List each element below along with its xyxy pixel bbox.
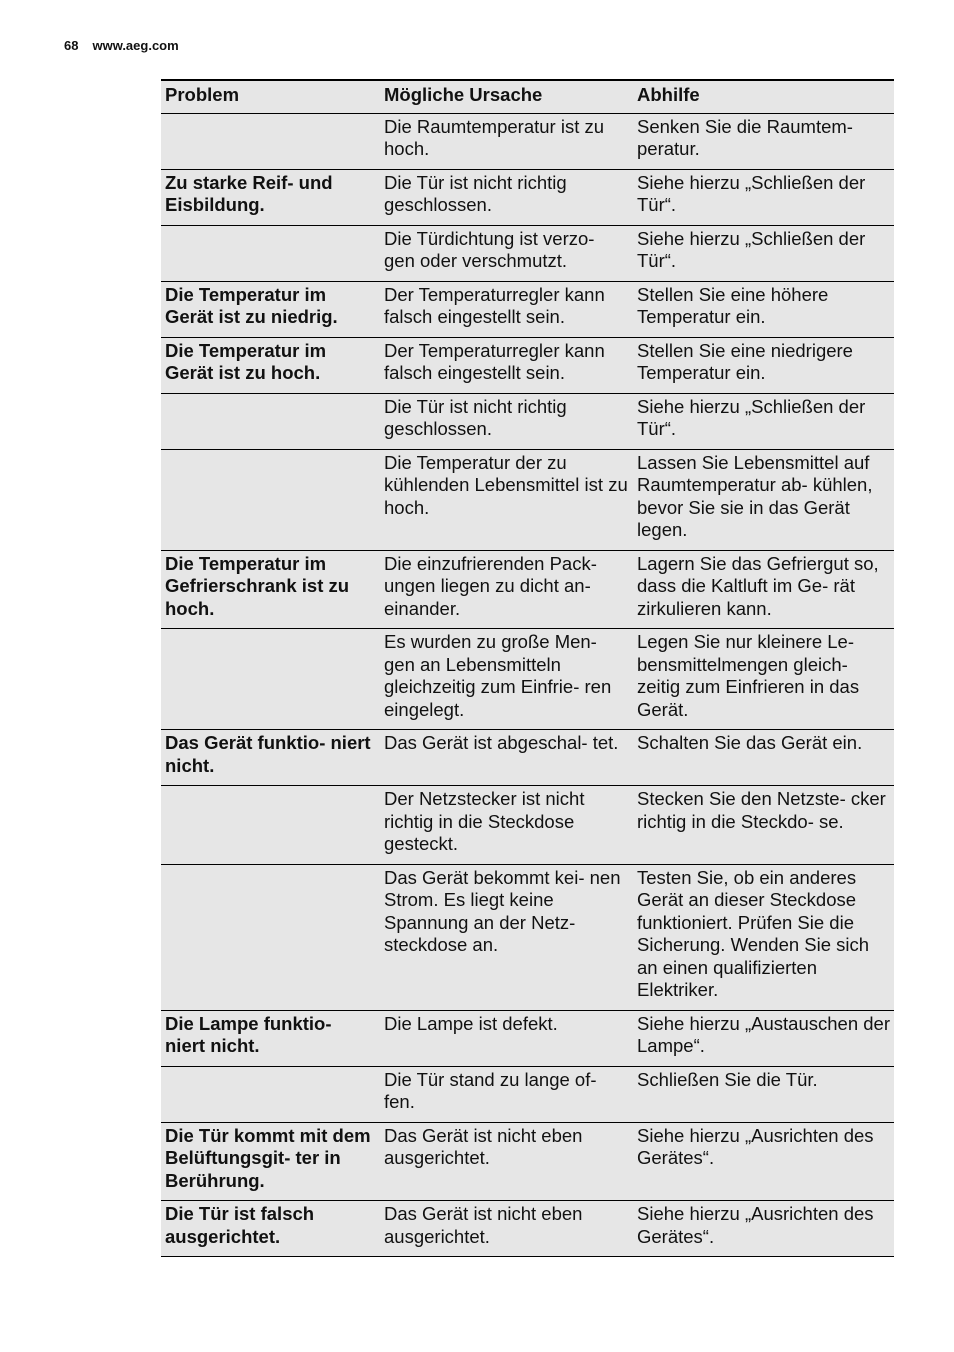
problem-cell — [161, 225, 380, 281]
table-row — [161, 1066, 894, 1122]
remedy-cell: Lagern Sie das Gefriergut so, dass die Kaltluft im Ge- rät zirkulieren kann. — [633, 550, 894, 629]
cause-cell: Das Gerät ist nicht eben ausgerichtet. — [380, 1201, 633, 1257]
problem-cell — [161, 113, 380, 169]
table-row — [161, 1010, 894, 1066]
cause-cell: Es wurden zu große Men- gen an Lebensmitteln gleichzeitig zum Einfrie- ren eingelegt. — [380, 629, 633, 730]
cause-cell: Die Tür ist nicht richtig geschlossen. — [380, 169, 633, 225]
troubleshooting-table — [161, 79, 894, 1257]
problem-cell — [161, 1066, 380, 1122]
remedy-cell: Schließen Sie die Tür. — [633, 1066, 894, 1122]
cause-cell: Das Gerät ist nicht eben ausgerichtet. — [380, 1122, 633, 1201]
cause-cell: Der Netzstecker ist nicht richtig in die Steckdose gesteckt. — [380, 786, 633, 865]
cause-cell: Die Temperatur der zu kühlenden Lebensmittel ist zu hoch. — [380, 449, 633, 550]
cause-cell: Die Lampe ist defekt. — [380, 1010, 633, 1066]
problem-cell — [161, 393, 380, 449]
cause-cell: Die einzufrierenden Pack- ungen liegen zu dicht an- einander. — [380, 550, 633, 629]
remedy-cell: Stellen Sie eine höhere Temperatur ein. — [633, 281, 894, 337]
table-row — [161, 225, 894, 281]
remedy-cell: Stecken Sie den Netzste- cker richtig in die Steckdo- se. — [633, 786, 894, 865]
cause-cell: Das Gerät bekommt kei- nen Strom. Es liegt keine Spannung an der Netz- steckdose an. — [380, 864, 633, 1010]
cause-cell: Der Temperaturregler kann falsch eingestellt sein. — [380, 337, 633, 393]
problem-cell: Zu starke Reif- und Eisbildung. — [161, 169, 380, 225]
problem-cell — [161, 449, 380, 550]
table-row — [161, 730, 894, 786]
cause-cell: Der Temperaturregler kann falsch eingestellt sein. — [380, 281, 633, 337]
table-row — [161, 1122, 894, 1201]
table-row — [161, 449, 894, 550]
remedy-cell: Legen Sie nur kleinere Le- bensmittelmengen gleich- zeitig zum Einfrieren in das Gerät. — [633, 629, 894, 730]
problem-cell — [161, 864, 380, 1010]
table-row — [161, 113, 894, 169]
problem-cell: Die Temperatur im Gefrierschrank ist zu hoch. — [161, 550, 380, 629]
cause-cell: Die Tür stand zu lange of- fen. — [380, 1066, 633, 1122]
problem-cell: Die Tür kommt mit dem Belüftungsgit- ter in Berührung. — [161, 1122, 380, 1201]
table-row — [161, 786, 894, 865]
cause-cell: Die Raumtemperatur ist zu hoch. — [380, 113, 633, 169]
remedy-cell: Siehe hierzu „Ausrichten des Gerätes“. — [633, 1122, 894, 1201]
site-url: www.aeg.com — [92, 38, 179, 53]
page-header — [64, 38, 179, 53]
remedy-cell: Senken Sie die Raumtem- peratur. — [633, 113, 894, 169]
table-row — [161, 864, 894, 1010]
problem-cell: Das Gerät funktio- niert nicht. — [161, 730, 380, 786]
remedy-cell: Siehe hierzu „Austauschen der Lampe“. — [633, 1010, 894, 1066]
column-header-problem: Problem — [161, 80, 380, 113]
column-header-remedy: Abhilfe — [633, 80, 894, 113]
problem-cell — [161, 786, 380, 865]
table-row — [161, 281, 894, 337]
table-row — [161, 393, 894, 449]
remedy-cell: Testen Sie, ob ein anderes Gerät an dieser Steckdose funktioniert. Prüfen Sie die Sicherung. Wenden Sie sich an einen qualifizierten Elektriker. — [633, 864, 894, 1010]
page-number: 68 — [64, 38, 79, 53]
remedy-cell: Schalten Sie das Gerät ein. — [633, 730, 894, 786]
cause-cell: Die Türdichtung ist verzo- gen oder verschmutzt. — [380, 225, 633, 281]
table-row — [161, 1201, 894, 1257]
column-header-cause: Mögliche Ursache — [380, 80, 633, 113]
table-header-row — [161, 80, 894, 113]
remedy-cell: Siehe hierzu „Schließen der Tür“. — [633, 169, 894, 225]
remedy-cell: Siehe hierzu „Schließen der Tür“. — [633, 393, 894, 449]
remedy-cell: Stellen Sie eine niedrigere Temperatur ein. — [633, 337, 894, 393]
table-body — [161, 113, 894, 1257]
problem-cell: Die Temperatur im Gerät ist zu hoch. — [161, 337, 380, 393]
cause-cell: Die Tür ist nicht richtig geschlossen. — [380, 393, 633, 449]
problem-cell: Die Temperatur im Gerät ist zu niedrig. — [161, 281, 380, 337]
remedy-cell: Siehe hierzu „Ausrichten des Gerätes“. — [633, 1201, 894, 1257]
problem-cell — [161, 629, 380, 730]
problem-cell: Die Tür ist falsch ausgerichtet. — [161, 1201, 380, 1257]
problem-cell: Die Lampe funktio- niert nicht. — [161, 1010, 380, 1066]
remedy-cell: Lassen Sie Lebensmittel auf Raumtemperatur ab- kühlen, bevor Sie sie in das Gerät legen. — [633, 449, 894, 550]
cause-cell: Das Gerät ist abgeschal- tet. — [380, 730, 633, 786]
table-row — [161, 629, 894, 730]
remedy-cell: Siehe hierzu „Schließen der Tür“. — [633, 225, 894, 281]
table-row — [161, 337, 894, 393]
table-row — [161, 550, 894, 629]
table-row — [161, 169, 894, 225]
